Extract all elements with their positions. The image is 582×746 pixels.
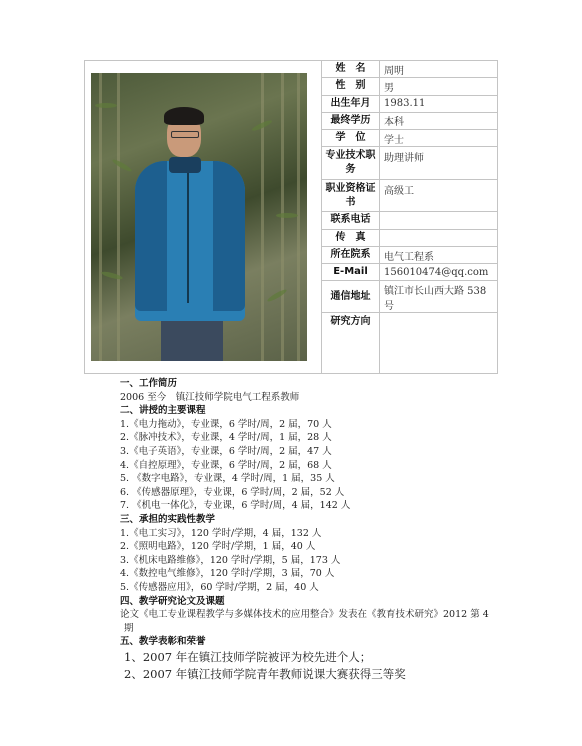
practice-item: 3.《机床电路维修》，120 学时/学期，5 届，173 人 <box>120 554 341 566</box>
resume-body <box>120 377 500 683</box>
value-phone <box>380 212 498 229</box>
section-research-title: 四、教学研究论文及课题 <box>120 595 225 607</box>
work-line: 2006 至今 镇江技师学院电气工程系教师 <box>120 391 300 403</box>
value-birth: 1983.11 <box>380 95 498 112</box>
label-education: 最终学历 <box>322 112 380 129</box>
value-degree: 学士 <box>380 130 498 147</box>
section-practice-title: 三、承担的实践性教学 <box>120 513 216 525</box>
value-fax <box>380 229 498 246</box>
honor-item: 1、2007 年在镇江技师学院被评为校先进个人； <box>124 649 372 664</box>
photo-cell <box>85 61 322 374</box>
research-paper-line: 论文《电工专业课程教学与多媒体技术的应用整合》发表在《教育技术研究》2012 第 4 <box>120 609 489 621</box>
value-department: 电气工程系 <box>380 246 498 263</box>
practice-item: 2.《照明电路》，120 学时/学期，1 届，40 人 <box>120 541 316 553</box>
value-email: 156010474@qq.com <box>380 264 498 281</box>
label-department: 所在院系 <box>322 246 380 263</box>
course-item: 2.《脉冲技术》，专业课，4 学时/周，1 届，28 人 <box>120 432 332 444</box>
value-education: 本科 <box>380 112 498 129</box>
course-item: 3.《电子英语》，专业课，6 学时/周，2 届，47 人 <box>120 445 332 457</box>
course-item: 4.《自控原理》，专业课，6 学时/周，2 届，68 人 <box>120 459 332 471</box>
course-item: 5. 《数字电路》，专业课，4 学时/周，1 届，35 人 <box>120 473 335 485</box>
profile-table <box>84 60 498 374</box>
practice-item: 1.《电工实习》，120 学时/学期，4 届，132 人 <box>120 527 322 539</box>
label-email: E-Mail <box>322 264 380 281</box>
course-item: 6. 《传感器原理》，专业课，6 学时/周，2 届，52 人 <box>120 486 345 498</box>
value-certificate: 高级工 <box>380 179 498 212</box>
label-address: 通信地址 <box>322 281 380 313</box>
section-honors-title: 五、教学表彰和荣誉 <box>120 636 206 648</box>
value-name: 周明 <box>380 61 498 78</box>
label-degree: 学 位 <box>322 130 380 147</box>
label-gender: 性 别 <box>322 78 380 95</box>
portrait-photo <box>91 73 307 361</box>
value-research <box>380 312 498 373</box>
profile-sheet <box>84 60 498 374</box>
course-item: 7. 《机电一体化》，专业课，6 学时/周，4 届，142 人 <box>120 500 351 512</box>
honor-item: 2、2007 年镇江技师学院青年教师说课大赛获得三等奖 <box>124 666 406 681</box>
section-work-title: 一、工作简历 <box>120 378 178 389</box>
section-courses-title: 二、讲授的主要课程 <box>120 405 206 417</box>
course-item: 1.《电力拖动》，专业课，6 学时/周，2 届，70 人 <box>120 418 332 430</box>
label-phone: 联系电话 <box>322 212 380 229</box>
value-gender: 男 <box>380 78 498 95</box>
practice-item: 5.《传感器应用》，60 学时/学期，2 届，40 人 <box>120 581 319 593</box>
label-fax: 传 真 <box>322 229 380 246</box>
label-research: 研究方向 <box>322 312 380 373</box>
value-title: 助理讲师 <box>380 147 498 180</box>
practice-item: 4.《数控电气维修》，120 学时/学期，3 届，70 人 <box>120 568 335 580</box>
label-name: 姓 名 <box>322 61 380 78</box>
value-address: 镇江市长山西大路 538 号 <box>380 281 498 313</box>
label-birth: 出生年月 <box>322 95 380 112</box>
label-certificate: 职业资格证书 <box>322 179 380 212</box>
research-paper-line-cont: 期 <box>124 622 134 634</box>
label-title: 专业技术职务 <box>322 147 380 180</box>
